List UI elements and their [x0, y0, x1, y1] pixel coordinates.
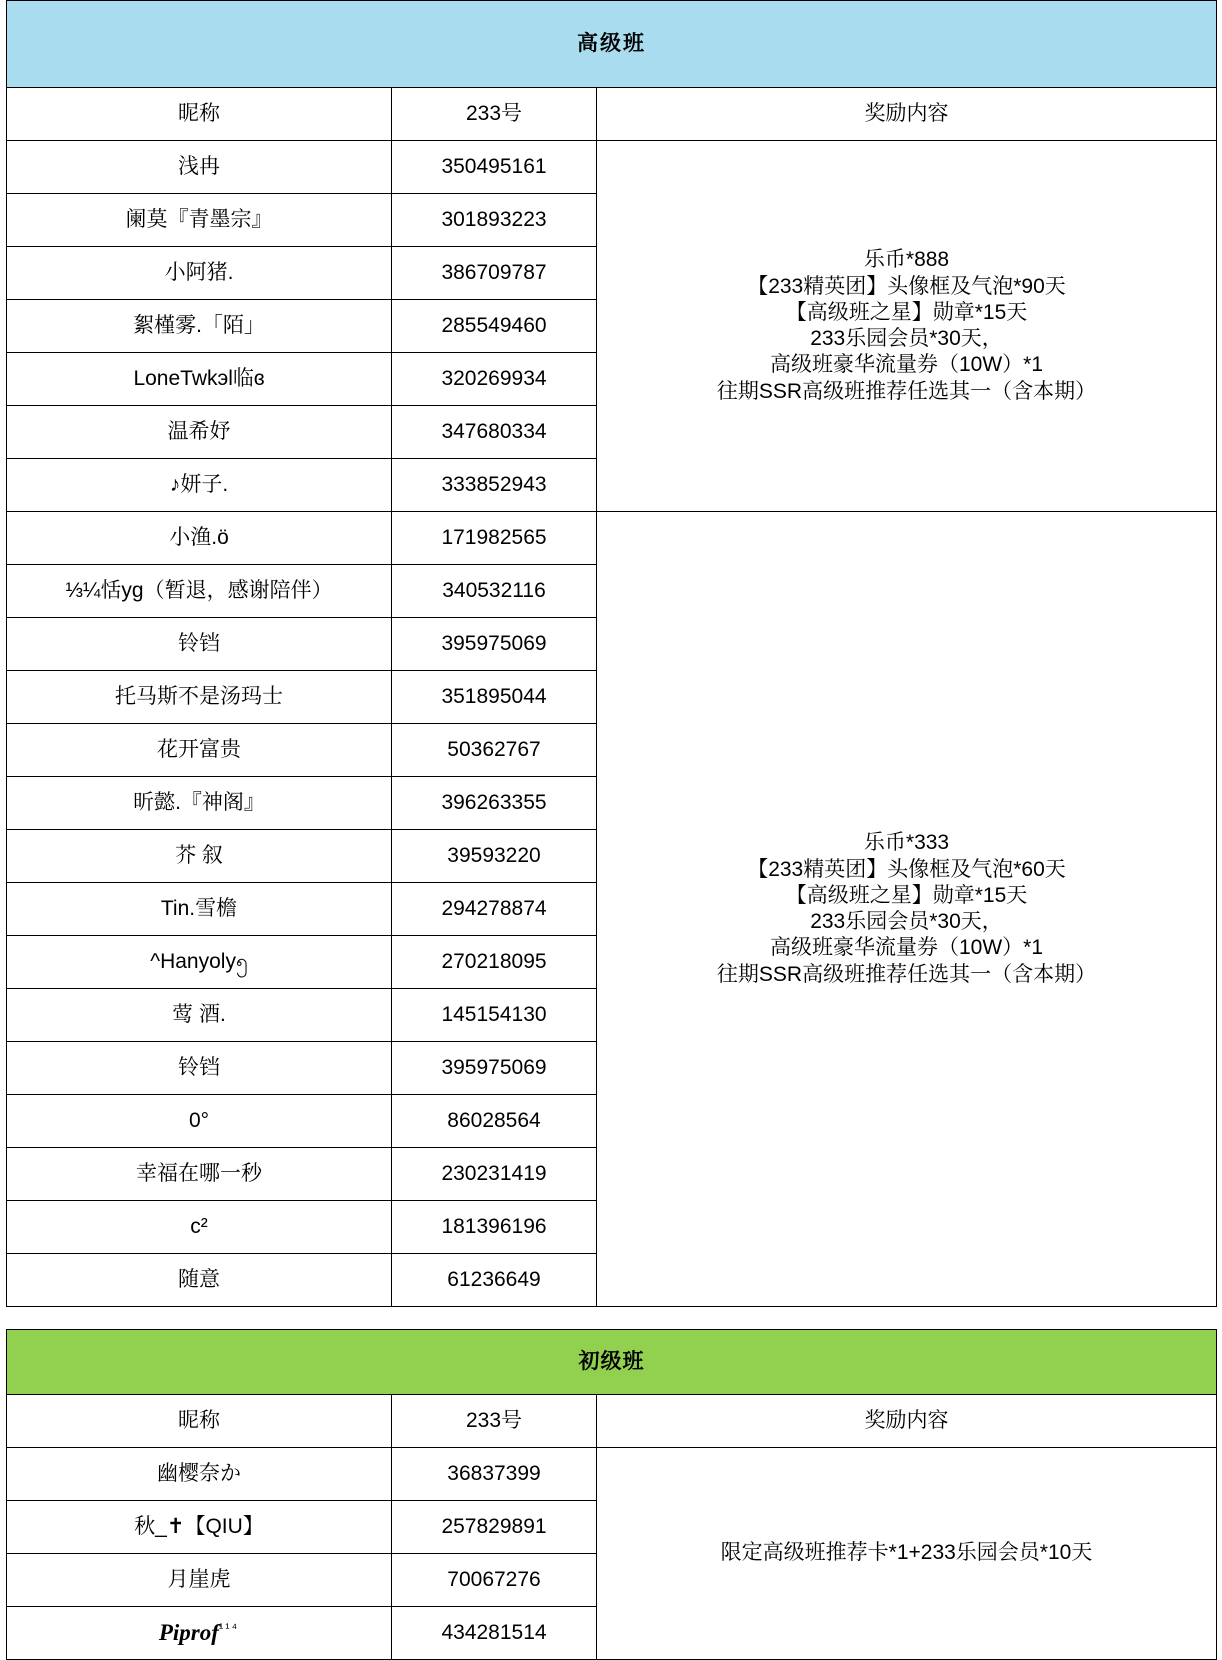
player-nickname: 昕懿.『神阁』: [7, 777, 392, 830]
award-content-cell: 限定高级班推荐卡*1+233乐园会员*10天: [597, 1448, 1217, 1660]
player-id: 61236649: [392, 1254, 597, 1307]
player-id: 39593220: [392, 830, 597, 883]
player-nickname: 幽樱奈か: [7, 1448, 392, 1501]
player-id: 257829891: [392, 1501, 597, 1554]
player-nickname: 莺 酒.: [7, 989, 392, 1042]
player-nickname: ⅓¼恬yg（暂退，感谢陪伴）: [7, 565, 392, 618]
award-line: 高级班豪华流量券（10W）*1: [769, 936, 1044, 960]
player-nickname: Tin.雪檐: [7, 883, 392, 936]
award-line: 高级班豪华流量券（10W）*1: [769, 353, 1044, 377]
player-id: 434281514: [392, 1607, 597, 1660]
award-content-cell: [597, 512, 1217, 1307]
award-content-cell: [597, 141, 1217, 512]
award-line: 乐币*888: [863, 248, 950, 272]
player-nickname: 秋_✝【QIU】: [7, 1501, 392, 1554]
player-id: 86028564: [392, 1095, 597, 1148]
player-nickname: 小阿猪.: [7, 247, 392, 300]
basic-class-table: [6, 1329, 1217, 1660]
column-header-name: 昵称: [7, 88, 392, 141]
advanced-class-table: [6, 0, 1217, 1307]
player-id: 320269934: [392, 353, 597, 406]
player-id: 294278874: [392, 883, 597, 936]
award-line: 233乐园会员*30天，: [810, 910, 1003, 933]
player-nickname-superscript: ¹¹⁴: [218, 1619, 240, 1635]
award-line: 乐币*333: [863, 831, 950, 855]
player-nickname: ^Hanyoly၅: [7, 936, 392, 989]
player-id: 340532116: [392, 565, 597, 618]
player-nickname-text: Piprof: [158, 1619, 219, 1645]
player-nickname: LoneTwkэl临ɞ: [7, 353, 392, 406]
player-id: 395975069: [392, 1042, 597, 1095]
basic-banner-row: [7, 1330, 1217, 1395]
player-id: 351895044: [392, 671, 597, 724]
advanced-banner-row: [7, 1, 1217, 88]
award-line: 【高级班之星】勋章*15天: [785, 883, 1028, 907]
player-id: 70067276: [392, 1554, 597, 1607]
player-nickname: 芥 叙: [7, 830, 392, 883]
player-id: 270218095: [392, 936, 597, 989]
table-row: [7, 1448, 1217, 1501]
player-id: 181396196: [392, 1201, 597, 1254]
player-id: 36837399: [392, 1448, 597, 1501]
player-nickname: 小渔.ö: [7, 512, 392, 565]
player-id: 333852943: [392, 459, 597, 512]
player-nickname: 铃铛: [7, 618, 392, 671]
section-spacer: [0, 1307, 1222, 1329]
player-id: 350495161: [392, 141, 597, 194]
award-line: 【高级班之星】勋章*15天: [785, 300, 1028, 324]
player-nickname: 月崖虎: [7, 1554, 392, 1607]
player-nickname: 花开富贵: [7, 724, 392, 777]
column-header-id: 233号: [392, 1395, 597, 1448]
player-nickname: 托马斯不是汤玛士: [7, 671, 392, 724]
player-nickname: [7, 1607, 392, 1660]
player-id: 347680334: [392, 406, 597, 459]
column-header-award: 奖励内容: [597, 1395, 1217, 1448]
player-id: 50362767: [392, 724, 597, 777]
player-nickname: ♪妍子.: [7, 459, 392, 512]
column-header-name: 昵称: [7, 1395, 392, 1448]
player-id: 171982565: [392, 512, 597, 565]
player-nickname: 铃铛: [7, 1042, 392, 1095]
player-nickname: c²: [7, 1201, 392, 1254]
basic-header-row: [7, 1395, 1217, 1448]
player-id: 386709787: [392, 247, 597, 300]
award-line: 往期SSR高级班推荐任选其一（含本期）: [716, 962, 1097, 986]
column-header-award: 奖励内容: [597, 88, 1217, 141]
player-id: 230231419: [392, 1148, 597, 1201]
award-line: 往期SSR高级班推荐任选其一（含本期）: [716, 379, 1097, 403]
player-id: 396263355: [392, 777, 597, 830]
player-nickname: 幸福在哪一秒: [7, 1148, 392, 1201]
player-nickname: 随意: [7, 1254, 392, 1307]
column-header-id: 233号: [392, 88, 597, 141]
table-row: [7, 141, 1217, 194]
advanced-banner-title: 高级班: [7, 1, 1217, 88]
player-nickname: 温希妤: [7, 406, 392, 459]
award-line: 233乐园会员*30天，: [810, 327, 1003, 350]
player-id: 395975069: [392, 618, 597, 671]
player-id: 145154130: [392, 989, 597, 1042]
player-id: 285549460: [392, 300, 597, 353]
player-id: 301893223: [392, 194, 597, 247]
advanced-header-row: [7, 88, 1217, 141]
table-row: [7, 512, 1217, 565]
player-nickname: 阑莫『青墨宗』: [7, 194, 392, 247]
player-nickname: 0°: [7, 1095, 392, 1148]
award-line: 【233精英团】头像框及气泡*90天: [747, 274, 1066, 298]
player-nickname: 浅冉: [7, 141, 392, 194]
basic-banner-title: 初级班: [7, 1330, 1217, 1395]
award-line: 【233精英团】头像框及气泡*60天: [747, 857, 1066, 881]
player-nickname: 絮槿雾.「陌」: [7, 300, 392, 353]
